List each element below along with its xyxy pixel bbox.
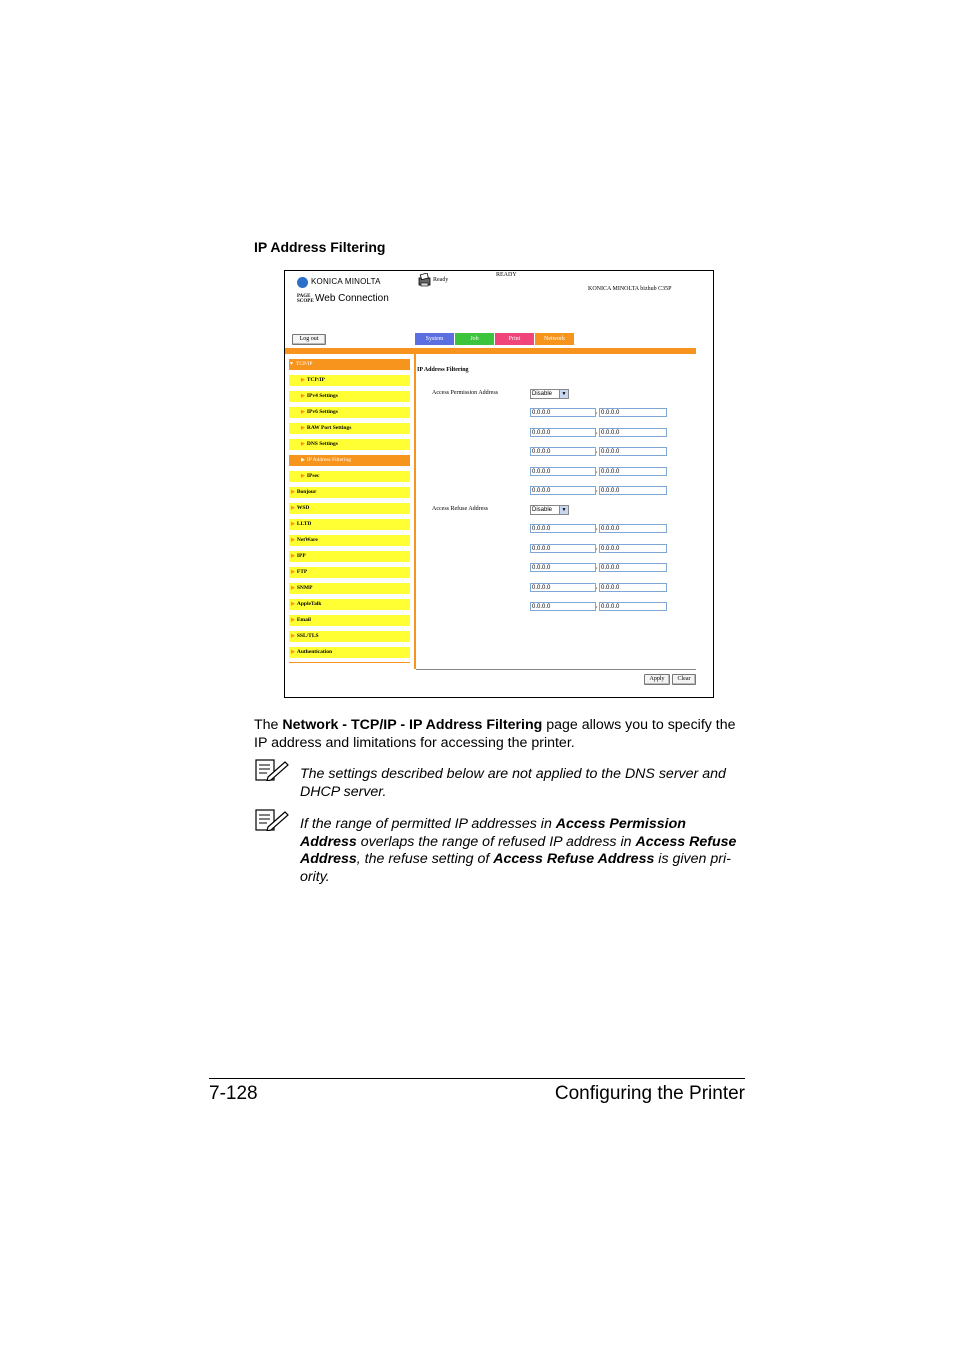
page-number: 7-128 bbox=[209, 1083, 258, 1104]
chevron-down-icon: ▼ bbox=[559, 506, 568, 514]
permission-range-separator: , bbox=[596, 467, 598, 474]
permission-end-ip-field[interactable]: 0.0.0.0 bbox=[599, 486, 667, 495]
printer-model: KONICA MINOLTA bizhub C35P bbox=[588, 286, 672, 292]
tab-network[interactable]: Network bbox=[535, 333, 574, 345]
permission-start-ip-field[interactable]: 0.0.0.0 bbox=[530, 447, 596, 456]
refuse-range-separator: , bbox=[596, 525, 598, 531]
refuse-range-separator: , bbox=[596, 583, 598, 590]
chevron-down-icon: ▼ bbox=[559, 390, 568, 398]
nav-sub-dns-settings[interactable]: ▶ DNS Settings bbox=[289, 439, 410, 450]
content-divider bbox=[414, 354, 416, 669]
web-connection-screenshot bbox=[284, 270, 714, 698]
sidebar bbox=[285, 359, 415, 669]
footer-rule bbox=[209, 1078, 745, 1079]
permission-start-ip-field[interactable]: 0.0.0.0 bbox=[530, 486, 596, 495]
nav-ftp[interactable]: ▶ FTP bbox=[289, 567, 410, 578]
nav-ipp[interactable]: ▶ IPP bbox=[289, 551, 410, 562]
sidebar-bottom-rule bbox=[289, 662, 410, 663]
nav-netware[interactable]: ▶ NetWare bbox=[289, 535, 410, 546]
refuse-start-ip-field[interactable]: 0.0.0.0 bbox=[530, 602, 596, 611]
logout-button[interactable]: Log out bbox=[292, 334, 326, 345]
refuse-start-ip-field[interactable]: 0.0.0.0 bbox=[530, 544, 596, 553]
permission-end-ip-field[interactable]: 0.0.0.0 bbox=[599, 408, 667, 417]
refuse-label: Access Refuse Address bbox=[432, 506, 488, 512]
content-title: IP Address Filtering bbox=[417, 367, 469, 373]
nav-authentication[interactable]: ▶ Authentication bbox=[289, 647, 410, 658]
permission-start-ip-field[interactable]: 0.0.0.0 bbox=[530, 428, 596, 437]
tab-job[interactable]: Job bbox=[455, 333, 494, 345]
refuse-range-separator: , bbox=[596, 603, 598, 609]
intro-bold-path: Network - TCP/IP - IP Address Filtering bbox=[282, 717, 543, 733]
permission-end-ip-field[interactable]: 0.0.0.0 bbox=[599, 447, 667, 456]
note-1: The settings described below are not applied to the DNS server and DHCP server. bbox=[300, 766, 726, 800]
permission-start-ip-field[interactable]: 0.0.0.0 bbox=[530, 467, 596, 476]
permission-end-ip-field[interactable]: 0.0.0.0 bbox=[599, 428, 667, 437]
nav-wsd[interactable]: ▶ WSD bbox=[289, 503, 410, 514]
tab-print[interactable]: Print bbox=[495, 333, 534, 345]
note-pencil-icon bbox=[255, 809, 289, 831]
brand-name: KONICA MINOLTA bbox=[311, 277, 381, 286]
nav-snmp[interactable]: ▶ SNMP bbox=[289, 583, 410, 594]
nav-sub-raw-port-settings[interactable]: ▶ RAW Port Settings bbox=[289, 423, 410, 434]
nav-bonjour[interactable]: ▶ Bonjour bbox=[289, 487, 410, 498]
refuse-end-ip-field[interactable]: 0.0.0.0 bbox=[599, 524, 667, 533]
nav-tcpip-header[interactable]: ▼ TCP/IP bbox=[289, 359, 410, 370]
status-text: Ready bbox=[433, 277, 449, 283]
permission-start-ip-field[interactable]: 0.0.0.0 bbox=[530, 408, 596, 417]
refuse-select[interactable]: Disable ▼ bbox=[530, 505, 569, 515]
note-pencil-icon bbox=[255, 759, 289, 781]
nav-sub-tcpip[interactable]: ▶ TCP/IP bbox=[289, 375, 410, 386]
permission-label: Access Permission Address bbox=[432, 390, 498, 396]
printer-icon bbox=[417, 273, 432, 288]
permission-range-separator: , bbox=[596, 428, 598, 435]
refuse-end-ip-field[interactable]: 0.0.0.0 bbox=[599, 583, 667, 592]
permission-range-separator: , bbox=[596, 409, 598, 415]
refuse-end-ip-field[interactable]: 0.0.0.0 bbox=[599, 563, 667, 572]
tab-system[interactable]: System bbox=[415, 333, 454, 345]
refuse-end-ip-field[interactable]: 0.0.0.0 bbox=[599, 602, 667, 611]
nav-sub-ip-address-filtering[interactable]: ▶ IP Address Filtering bbox=[289, 455, 410, 466]
nav-sub-ipv4-settings[interactable]: ▶ IPv4 Settings bbox=[289, 391, 410, 402]
refuse-start-ip-field[interactable]: 0.0.0.0 bbox=[530, 563, 596, 572]
refuse-start-ip-field[interactable]: 0.0.0.0 bbox=[530, 583, 596, 592]
permission-range-separator: , bbox=[596, 448, 598, 454]
header-divider bbox=[285, 348, 696, 354]
refuse-range-separator: , bbox=[596, 564, 598, 570]
permission-select[interactable]: Disable ▼ bbox=[530, 389, 569, 399]
chapter-title: Configuring the Printer bbox=[554, 1083, 745, 1104]
pagescope-logo: PAGE SCOPE bbox=[297, 294, 314, 304]
refuse-end-ip-field[interactable]: 0.0.0.0 bbox=[599, 544, 667, 553]
footer-divider bbox=[416, 669, 696, 670]
section-heading: IP Address Filtering bbox=[254, 239, 386, 255]
refuse-range-separator: , bbox=[596, 544, 598, 551]
nav-lltd[interactable]: ▶ LLTD bbox=[289, 519, 410, 530]
status-code: READY bbox=[496, 272, 517, 278]
note-2: If the range of permitted IP addresses in Access Permission Address overlaps the range of refused IP address in Access Refuse Address, the refuse setting of Access Refuse Address is given pri-ority. bbox=[300, 816, 737, 885]
nav-appletalk[interactable]: ▶ AppleTalk bbox=[289, 599, 410, 610]
nav-email[interactable]: ▶ Email bbox=[289, 615, 410, 626]
konica-minolta-logo-icon bbox=[297, 277, 308, 288]
permission-range-separator: , bbox=[596, 487, 598, 493]
intro-paragraph: The Network - TCP/IP - IP Address Filtering page allows you to specify the IP address and limitations for accessing the printer. bbox=[254, 717, 736, 751]
nav-ssl-tls[interactable]: ▶ SSL/TLS bbox=[289, 631, 410, 642]
apply-button[interactable]: Apply bbox=[644, 674, 670, 685]
clear-button[interactable]: Clear bbox=[672, 674, 696, 685]
web-connection-title: Web Connection bbox=[315, 293, 389, 304]
nav-sub-ipsec[interactable]: ▶ IPsec bbox=[289, 471, 410, 482]
nav-sub-ipv6-settings[interactable]: ▶ IPv6 Settings bbox=[289, 407, 410, 418]
permission-end-ip-field[interactable]: 0.0.0.0 bbox=[599, 467, 667, 476]
refuse-start-ip-field[interactable]: 0.0.0.0 bbox=[530, 524, 596, 533]
